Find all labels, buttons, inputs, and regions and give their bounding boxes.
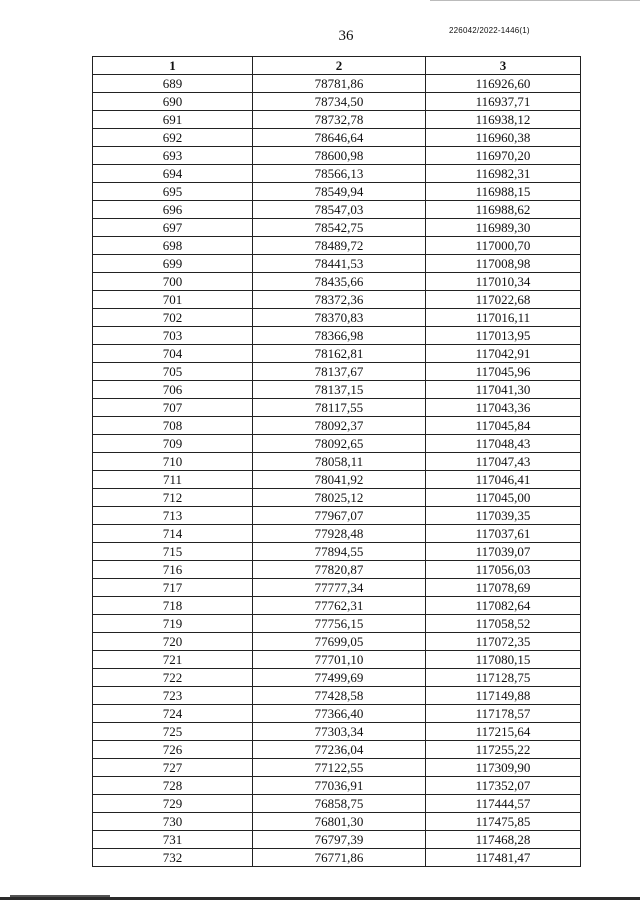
table-row bbox=[93, 705, 581, 723]
cell-x-coordinate: 78366,98 bbox=[253, 327, 426, 345]
cell-point-number: 696 bbox=[93, 201, 253, 219]
table-row bbox=[93, 777, 581, 795]
table-header-row bbox=[93, 57, 581, 75]
cell-x-coordinate: 77122,55 bbox=[253, 759, 426, 777]
cell-point-number: 720 bbox=[93, 633, 253, 651]
cell-y-coordinate: 117000,70 bbox=[426, 237, 581, 255]
cell-y-coordinate: 117016,11 bbox=[426, 309, 581, 327]
cell-y-coordinate: 117047,43 bbox=[426, 453, 581, 471]
cell-point-number: 731 bbox=[93, 831, 253, 849]
cell-point-number: 725 bbox=[93, 723, 253, 741]
cell-point-number: 702 bbox=[93, 309, 253, 327]
cell-x-coordinate: 78646,64 bbox=[253, 129, 426, 147]
cell-point-number: 704 bbox=[93, 345, 253, 363]
cell-point-number: 716 bbox=[93, 561, 253, 579]
cell-y-coordinate: 116960,38 bbox=[426, 129, 581, 147]
column-header-x: 2 bbox=[253, 57, 426, 75]
table-row bbox=[93, 93, 581, 111]
cell-point-number: 729 bbox=[93, 795, 253, 813]
cell-y-coordinate: 117010,34 bbox=[426, 273, 581, 291]
cell-x-coordinate: 78092,37 bbox=[253, 417, 426, 435]
cell-x-coordinate: 77762,31 bbox=[253, 597, 426, 615]
bottom-scan-line bbox=[0, 897, 640, 900]
cell-point-number: 730 bbox=[93, 813, 253, 831]
cell-point-number: 707 bbox=[93, 399, 253, 417]
table-row bbox=[93, 309, 581, 327]
cell-y-coordinate: 117041,30 bbox=[426, 381, 581, 399]
table-row bbox=[93, 399, 581, 417]
cell-point-number: 695 bbox=[93, 183, 253, 201]
table-row bbox=[93, 363, 581, 381]
table-row bbox=[93, 489, 581, 507]
cell-point-number: 719 bbox=[93, 615, 253, 633]
cell-y-coordinate: 117045,84 bbox=[426, 417, 581, 435]
cell-x-coordinate: 76801,30 bbox=[253, 813, 426, 831]
cell-x-coordinate: 77928,48 bbox=[253, 525, 426, 543]
cell-x-coordinate: 77967,07 bbox=[253, 507, 426, 525]
column-header-y: 3 bbox=[426, 57, 581, 75]
table-row bbox=[93, 453, 581, 471]
cell-point-number: 727 bbox=[93, 759, 253, 777]
cell-y-coordinate: 116988,15 bbox=[426, 183, 581, 201]
cell-x-coordinate: 78117,55 bbox=[253, 399, 426, 417]
cell-x-coordinate: 77499,69 bbox=[253, 669, 426, 687]
cell-point-number: 694 bbox=[93, 165, 253, 183]
cell-y-coordinate: 117043,36 bbox=[426, 399, 581, 417]
cell-x-coordinate: 78489,72 bbox=[253, 237, 426, 255]
cell-point-number: 708 bbox=[93, 417, 253, 435]
table-body bbox=[93, 75, 581, 867]
cell-y-coordinate: 117013,95 bbox=[426, 327, 581, 345]
cell-point-number: 692 bbox=[93, 129, 253, 147]
cell-y-coordinate: 117128,75 bbox=[426, 669, 581, 687]
cell-point-number: 709 bbox=[93, 435, 253, 453]
cell-point-number: 718 bbox=[93, 597, 253, 615]
table-row bbox=[93, 579, 581, 597]
cell-point-number: 712 bbox=[93, 489, 253, 507]
cell-y-coordinate: 117048,43 bbox=[426, 435, 581, 453]
cell-y-coordinate: 117149,88 bbox=[426, 687, 581, 705]
table-row bbox=[93, 633, 581, 651]
table-row bbox=[93, 525, 581, 543]
cell-y-coordinate: 117255,22 bbox=[426, 741, 581, 759]
table-row bbox=[93, 75, 581, 93]
cell-y-coordinate: 117039,35 bbox=[426, 507, 581, 525]
cell-x-coordinate: 78025,12 bbox=[253, 489, 426, 507]
cell-point-number: 713 bbox=[93, 507, 253, 525]
cell-y-coordinate: 117481,47 bbox=[426, 849, 581, 867]
cell-x-coordinate: 78372,36 bbox=[253, 291, 426, 309]
cell-point-number: 706 bbox=[93, 381, 253, 399]
cell-point-number: 697 bbox=[93, 219, 253, 237]
cell-point-number: 722 bbox=[93, 669, 253, 687]
table-row bbox=[93, 273, 581, 291]
cell-point-number: 700 bbox=[93, 273, 253, 291]
cell-x-coordinate: 78092,65 bbox=[253, 435, 426, 453]
document-id: 226042/2022-1446(1) bbox=[449, 26, 530, 35]
table-row bbox=[93, 417, 581, 435]
cell-x-coordinate: 78137,15 bbox=[253, 381, 426, 399]
cell-point-number: 724 bbox=[93, 705, 253, 723]
cell-y-coordinate: 117008,98 bbox=[426, 255, 581, 273]
cell-point-number: 711 bbox=[93, 471, 253, 489]
cell-x-coordinate: 77701,10 bbox=[253, 651, 426, 669]
table-row bbox=[93, 237, 581, 255]
cell-point-number: 717 bbox=[93, 579, 253, 597]
cell-point-number: 699 bbox=[93, 255, 253, 273]
table-row bbox=[93, 543, 581, 561]
cell-y-coordinate: 117475,85 bbox=[426, 813, 581, 831]
cell-point-number: 703 bbox=[93, 327, 253, 345]
cell-x-coordinate: 78542,75 bbox=[253, 219, 426, 237]
cell-y-coordinate: 117072,35 bbox=[426, 633, 581, 651]
coordinates-table bbox=[92, 56, 581, 867]
cell-y-coordinate: 117468,28 bbox=[426, 831, 581, 849]
cell-y-coordinate: 116938,12 bbox=[426, 111, 581, 129]
cell-y-coordinate: 117022,68 bbox=[426, 291, 581, 309]
cell-y-coordinate: 117058,52 bbox=[426, 615, 581, 633]
cell-point-number: 690 bbox=[93, 93, 253, 111]
cell-x-coordinate: 78162,81 bbox=[253, 345, 426, 363]
table-row bbox=[93, 327, 581, 345]
cell-point-number: 728 bbox=[93, 777, 253, 795]
cell-y-coordinate: 116982,31 bbox=[426, 165, 581, 183]
table-row bbox=[93, 759, 581, 777]
table-row bbox=[93, 471, 581, 489]
table-row bbox=[93, 561, 581, 579]
table-row bbox=[93, 507, 581, 525]
cell-x-coordinate: 78058,11 bbox=[253, 453, 426, 471]
cell-x-coordinate: 77894,55 bbox=[253, 543, 426, 561]
cell-y-coordinate: 117039,07 bbox=[426, 543, 581, 561]
cell-x-coordinate: 77428,58 bbox=[253, 687, 426, 705]
table-row bbox=[93, 291, 581, 309]
top-edge-line bbox=[430, 0, 640, 1]
cell-y-coordinate: 117082,64 bbox=[426, 597, 581, 615]
cell-point-number: 715 bbox=[93, 543, 253, 561]
cell-y-coordinate: 117037,61 bbox=[426, 525, 581, 543]
table-row bbox=[93, 345, 581, 363]
cell-y-coordinate: 117046,41 bbox=[426, 471, 581, 489]
table-row bbox=[93, 849, 581, 867]
cell-y-coordinate: 117078,69 bbox=[426, 579, 581, 597]
cell-y-coordinate: 117444,57 bbox=[426, 795, 581, 813]
table-row bbox=[93, 669, 581, 687]
column-header-point: 1 bbox=[93, 57, 253, 75]
cell-x-coordinate: 76797,39 bbox=[253, 831, 426, 849]
cell-point-number: 689 bbox=[93, 75, 253, 93]
cell-x-coordinate: 77699,05 bbox=[253, 633, 426, 651]
cell-point-number: 691 bbox=[93, 111, 253, 129]
cell-x-coordinate: 76858,75 bbox=[253, 795, 426, 813]
table-row bbox=[93, 183, 581, 201]
table-row bbox=[93, 111, 581, 129]
cell-x-coordinate: 78041,92 bbox=[253, 471, 426, 489]
cell-y-coordinate: 117309,90 bbox=[426, 759, 581, 777]
cell-point-number: 698 bbox=[93, 237, 253, 255]
cell-y-coordinate: 116937,71 bbox=[426, 93, 581, 111]
cell-x-coordinate: 78549,94 bbox=[253, 183, 426, 201]
table-row bbox=[93, 597, 581, 615]
table-row bbox=[93, 147, 581, 165]
table-row bbox=[93, 615, 581, 633]
cell-x-coordinate: 78441,53 bbox=[253, 255, 426, 273]
cell-x-coordinate: 78781,86 bbox=[253, 75, 426, 93]
page-number: 36 bbox=[338, 28, 354, 44]
cell-x-coordinate: 78547,03 bbox=[253, 201, 426, 219]
cell-x-coordinate: 78137,67 bbox=[253, 363, 426, 381]
cell-y-coordinate: 117215,64 bbox=[426, 723, 581, 741]
table-row bbox=[93, 165, 581, 183]
cell-x-coordinate: 78435,66 bbox=[253, 273, 426, 291]
cell-x-coordinate: 78370,83 bbox=[253, 309, 426, 327]
table-row bbox=[93, 129, 581, 147]
cell-x-coordinate: 78566,13 bbox=[253, 165, 426, 183]
table-row bbox=[93, 219, 581, 237]
cell-x-coordinate: 77303,34 bbox=[253, 723, 426, 741]
cell-x-coordinate: 77777,34 bbox=[253, 579, 426, 597]
table-row bbox=[93, 741, 581, 759]
cell-x-coordinate: 78734,50 bbox=[253, 93, 426, 111]
table-row bbox=[93, 651, 581, 669]
cell-y-coordinate: 117042,91 bbox=[426, 345, 581, 363]
table-row bbox=[93, 201, 581, 219]
cell-x-coordinate: 77366,40 bbox=[253, 705, 426, 723]
cell-y-coordinate: 117178,57 bbox=[426, 705, 581, 723]
cell-point-number: 723 bbox=[93, 687, 253, 705]
cell-x-coordinate: 77820,87 bbox=[253, 561, 426, 579]
cell-y-coordinate: 116988,62 bbox=[426, 201, 581, 219]
cell-point-number: 721 bbox=[93, 651, 253, 669]
cell-y-coordinate: 117080,15 bbox=[426, 651, 581, 669]
table-row bbox=[93, 687, 581, 705]
cell-x-coordinate: 78732,78 bbox=[253, 111, 426, 129]
table-row bbox=[93, 255, 581, 273]
table-row bbox=[93, 831, 581, 849]
cell-point-number: 710 bbox=[93, 453, 253, 471]
table-row bbox=[93, 723, 581, 741]
cell-y-coordinate: 117352,07 bbox=[426, 777, 581, 795]
cell-y-coordinate: 117045,00 bbox=[426, 489, 581, 507]
cell-point-number: 705 bbox=[93, 363, 253, 381]
cell-x-coordinate: 77236,04 bbox=[253, 741, 426, 759]
table-row bbox=[93, 435, 581, 453]
cell-x-coordinate: 77756,15 bbox=[253, 615, 426, 633]
table-row bbox=[93, 813, 581, 831]
cell-x-coordinate: 76771,86 bbox=[253, 849, 426, 867]
cell-x-coordinate: 78600,98 bbox=[253, 147, 426, 165]
table-row bbox=[93, 795, 581, 813]
cell-point-number: 732 bbox=[93, 849, 253, 867]
cell-point-number: 701 bbox=[93, 291, 253, 309]
cell-x-coordinate: 77036,91 bbox=[253, 777, 426, 795]
cell-point-number: 693 bbox=[93, 147, 253, 165]
cell-y-coordinate: 117045,96 bbox=[426, 363, 581, 381]
cell-y-coordinate: 116989,30 bbox=[426, 219, 581, 237]
cell-y-coordinate: 116970,20 bbox=[426, 147, 581, 165]
cell-y-coordinate: 116926,60 bbox=[426, 75, 581, 93]
table-row bbox=[93, 381, 581, 399]
cell-y-coordinate: 117056,03 bbox=[426, 561, 581, 579]
cell-point-number: 714 bbox=[93, 525, 253, 543]
cell-point-number: 726 bbox=[93, 741, 253, 759]
